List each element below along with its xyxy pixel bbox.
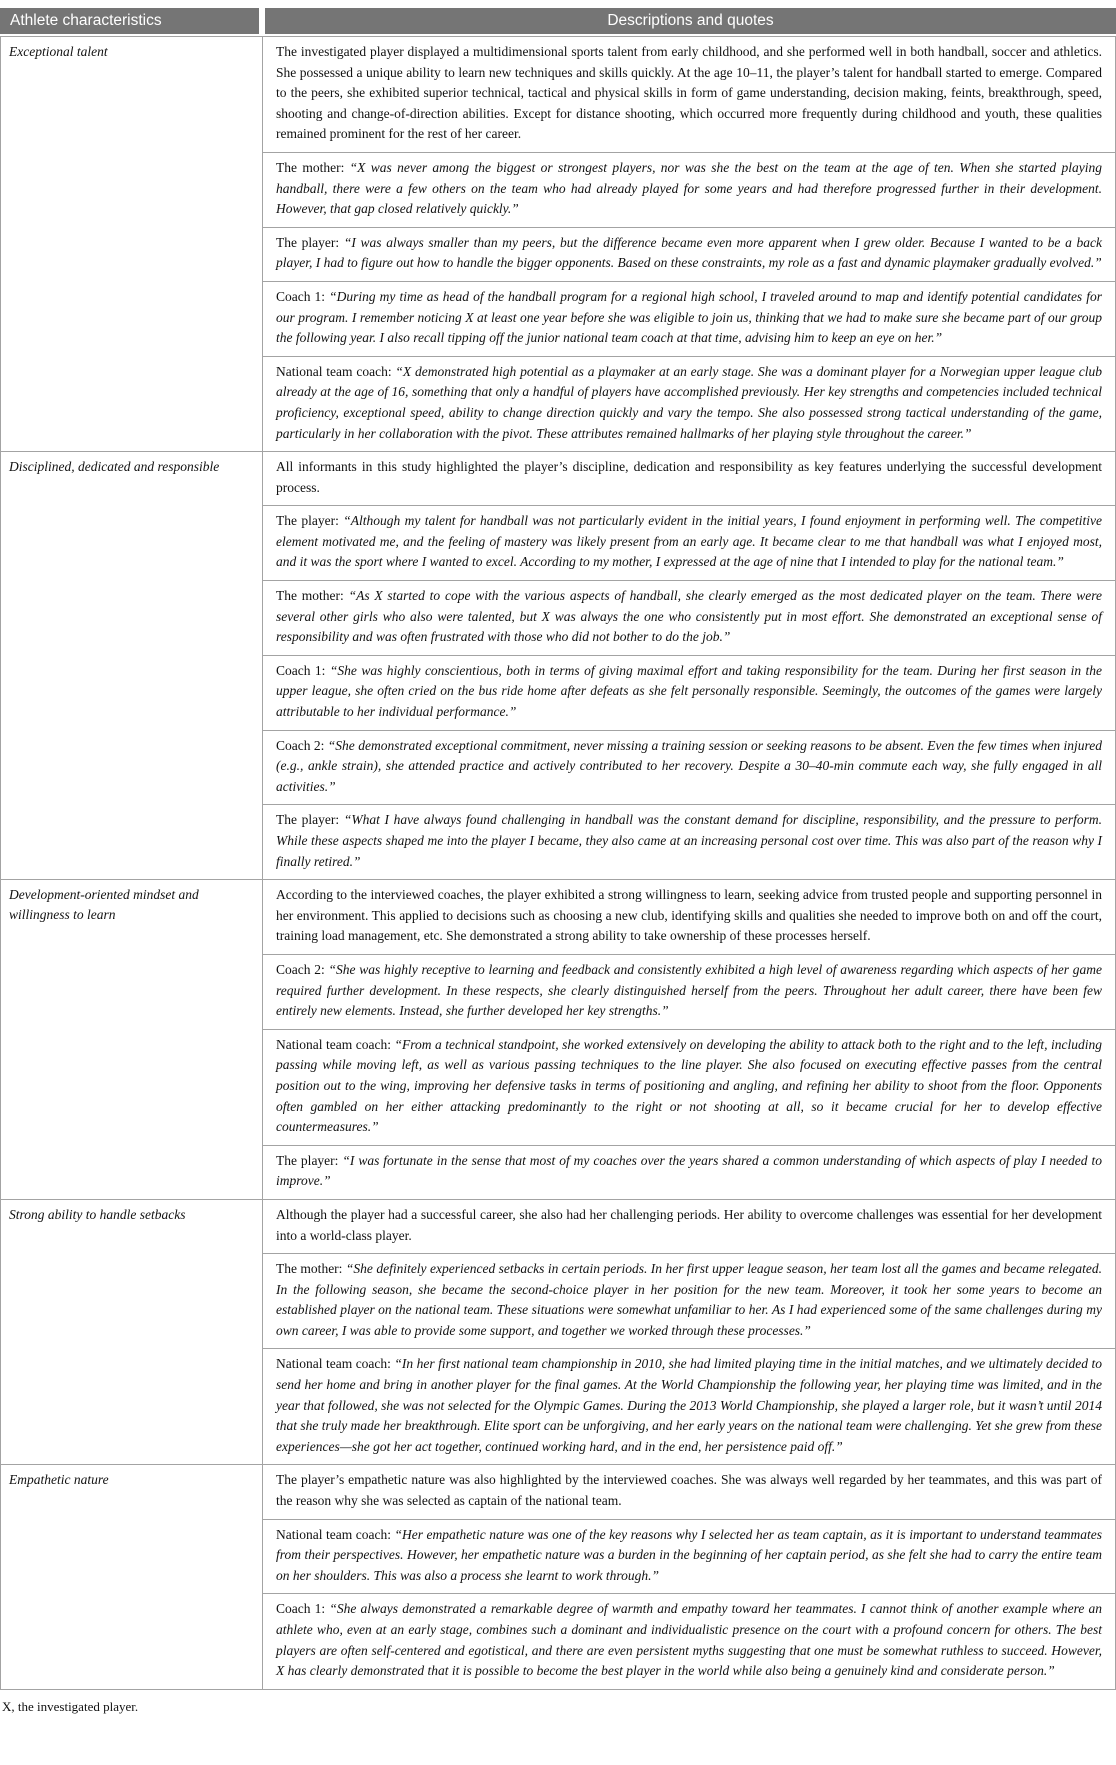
speaker-label: The mother: — [276, 588, 349, 604]
table-row-exceptional-talent — [0, 36, 1116, 451]
speaker-label: The player: — [276, 513, 344, 529]
quote-cell — [263, 506, 1115, 581]
quote-text: “She was highly receptive to learning and feedback and consistently exhibited a high level of awareness regarding which aspects of her game required further development. In these respects, she clearly distinguished herself from the peers. Throughout her adult career, there have been few entirely new elements. Instead, she further developed her key strengths.” — [276, 961, 1102, 1019]
speaker-label: The mother: — [276, 1261, 346, 1277]
speaker-label: National team coach: — [276, 1356, 395, 1372]
quote-cell — [263, 656, 1115, 731]
description-cell — [263, 880, 1115, 955]
quote-cell — [263, 282, 1115, 357]
quote-cell — [263, 1520, 1115, 1595]
description-cell — [263, 1465, 1115, 1519]
description-cell — [263, 1200, 1115, 1254]
table-row-handle-setbacks — [0, 1199, 1116, 1465]
characteristic-label: Disciplined, dedicated and responsible — [1, 452, 263, 879]
quote-text: “Her empathetic nature was one of the key reasons why I selected her as team captain, as it is important to understand teammates from their perspectives. However, her empathetic nature was a burden in the beginning of her captain period, as she felt she had to carry the entire team on her shoulders. This was also a process she learnt to work through.” — [276, 1526, 1102, 1583]
quote-cell — [263, 1594, 1115, 1688]
quote-text: “She always demonstrated a remarkable degree of warmth and empathy toward her teammates. I cannot think of another example where an athlete who, even at an early stage, combines such a dominant and individualistic presence on the court with a profound concern for others. The best players are often self-centered and egotistical, and there are even persistent myths suggesting that one must be somewhat ruthless to succeed. However, X has clearly demonstrated that it is possible to become the best player in the world while also being a genuinely kind and considerate person.” — [276, 1601, 1102, 1679]
description-text: The investigated player displayed a multidimensional sports talent from early childhood, and she performed well in both handball, soccer and athletics. She possessed a unique ability to learn new techniques and skills quickly. At the age 10–11, the player’s talent for handball started to emerge. Compared to the peers, she exhibited superior technical, tactical and physical skills in form of game understanding, decision making, feints, breakthrough, speed, shooting and change-of-direction abilities. Except for distance shooting, which occurred more frequently during childhood and youth, these qualities remained prominent for the rest of her career. — [276, 44, 1102, 142]
description-column — [263, 452, 1115, 879]
quote-text: “From a technical standpoint, she worked extensively on developing the ability to attack both to the right and to the left, including passing while moving left, as well as various passing techniques to the line player. She also focused on executing effective passes from the central position out to the wing, improving her defensive tasks in terms of positioning and angling, and refining her ability to shoot from the floor. Opponents often gambled on her either attacking predominantly to the right or not shooting at all, so it became crucial for her to develop effective countermeasures.” — [276, 1036, 1102, 1135]
quote-cell — [263, 955, 1115, 1030]
table-body — [0, 36, 1116, 1690]
quote-cell — [263, 1254, 1115, 1349]
speaker-label: Coach 2: — [276, 737, 328, 753]
quote-text: “X demonstrated high potential as a playmaker at an early stage. She was a dominant player for a Norwegian upper league club already at the age of 16, something that only a handful of players have accomplished previously. Her key strengths and competencies included technical proficiency, exceptional speed, ability to change direction quickly and vary the tempo. She also possessed strong tactical understanding of the game, particularly in her collaboration with the pivot. These attributes remained hallmarks of her playing style throughout the career.” — [276, 363, 1102, 441]
table-row-disciplined — [0, 451, 1116, 879]
quote-text: “I was fortunate in the sense that most of my coaches over the years shared a common understanding of which aspects of play I needed to improve.” — [276, 1152, 1102, 1189]
description-column — [263, 37, 1115, 451]
quote-text: “I was always smaller than my peers, but the difference became even more apparent when I grew older. Because I wanted to be a back player, I had to figure out how to handle the bigger opponents. Based on these constraints, my role as a fast and dynamic playmaker gradually evolved.” — [276, 234, 1102, 271]
speaker-label: National team coach: — [276, 1036, 395, 1052]
quote-text: “X was never among the biggest or strongest players, nor was she the best on the team at the age of ten. When she started playing handball, there were a few others on the team who had already played for some years and had therefore progressed further in their development. However, that gap closed relatively quickly.” — [276, 159, 1102, 217]
quote-cell — [263, 581, 1115, 656]
quote-text: “What I have always found challenging in handball was the constant demand for discipline, responsibility, and the pressure to perform. While these aspects shaped me into the player I became, they also came at an increasing personal cost over time. This was also part of the reason why I finally retired.” — [276, 812, 1102, 869]
speaker-label: The player: — [276, 812, 344, 828]
description-column — [263, 1200, 1115, 1465]
quote-text: “In her first national team championship in 2010, she had limited playing time in the initial matches, and we ultimately decided to send her home and bring in another player for the final games. At the World Championship the following year, her playing time was limited, and in the year that followed, she was not selected for the Olympic Games. During the 2013 World Championship, she played a larger role, but it wasn’t until 2014 that she truly made her breakthrough. Elite sport can be unforgiving, and her early years on the national team were challenging. Yet she grew from these experiences—she got her act together, continued working hard, and in the end, her persistence paid off.” — [276, 1356, 1102, 1454]
description-text: According to the interviewed coaches, the player exhibited a strong willingness to learn, seeking advice from trusted people and supporting personnel in her environment. This applied to decisions such as choosing a new club, identifying skills and qualities she needed to improve both on and off the court, training load management, etc. She demonstrated a strong ability to take ownership of these processes herself. — [276, 887, 1102, 944]
quote-cell — [263, 228, 1115, 282]
quote-cell — [263, 1146, 1115, 1199]
speaker-label: The player: — [276, 234, 344, 250]
speaker-label: The mother: — [276, 159, 350, 175]
speaker-label: Coach 1: — [276, 662, 330, 678]
quote-cell — [263, 153, 1115, 228]
speaker-label: Coach 2: — [276, 961, 329, 977]
quote-text: “Although my talent for handball was not particularly evident in the initial years, I found enjoyment in performing well. The competitive element motivated me, and the feeling of mastery was likely present from an early age. It became clear to me that handball was what I enjoyed most, and it was the sport where I wanted to excel. According to my mother, I expressed at the age of nine that I intended to play for the national team.” — [276, 513, 1102, 570]
description-cell — [263, 37, 1115, 153]
characteristics-column-header: Athlete characteristics — [0, 8, 259, 34]
table-header-row — [0, 8, 1116, 34]
description-text: All informants in this study highlighted the player’s discipline, dedication and responsibility as key features underlying the successful development process. — [276, 459, 1102, 495]
characteristic-label: Strong ability to handle setbacks — [1, 1200, 263, 1465]
speaker-label: Coach 1: — [276, 1601, 330, 1617]
quote-cell — [263, 731, 1115, 806]
quote-text: “She demonstrated exceptional commitment, never missing a training session or seeking reasons to be absent. Even the few times when injured (e.g., ankle strain), she attended practice and actively contributed to her recovery. Despite a 30–40-min commute each way, she fully engaged in all activities.” — [276, 737, 1102, 794]
table-row-empathetic-nature — [0, 1464, 1116, 1688]
description-text: Although the player had a successful career, she also had her challenging periods. Her ability to overcome challenges was essential for her development into a world-class player. — [276, 1206, 1102, 1243]
quote-text: “During my time as head of the handball program for a regional high school, I traveled around to map and identify potential candidates for our program. I remember noticing X at least one year before she was eligible to join us, thinking that we had to make sure she became part of our group the following year. I also recall tipping off the junior national team coach at that time, advising him to keep an eye on her.” — [276, 288, 1102, 346]
quote-text: “As X started to cope with the various aspects of handball, she clearly emerged as the most dedicated player on the team. There were several other girls who also were talented, but X was always the one who consistently put in most effort. She demonstrated an exceptional sense of responsibility and was often frustrated with those who did not bother to do the job.” — [276, 588, 1103, 645]
description-text: The player’s empathetic nature was also highlighted by the interviewed coaches. She was always well regarded by her teammates, and this was part of the reason why she was selected as captain of the national team. — [276, 1472, 1102, 1509]
description-column — [263, 880, 1115, 1199]
speaker-label: National team coach: — [276, 363, 396, 379]
quote-cell — [263, 357, 1115, 451]
footnote: X, the investigated player. — [2, 1698, 139, 1714]
quote-cell — [263, 1349, 1115, 1464]
quote-cell — [263, 805, 1115, 879]
characteristic-label: Empathetic nature — [1, 1465, 263, 1688]
speaker-label: The player: — [276, 1152, 343, 1168]
characteristic-label: Development-oriented mindset and willingness to learn — [1, 880, 263, 1199]
speaker-label: Coach 1: — [276, 288, 330, 304]
descriptions-column-header: Descriptions and quotes — [265, 8, 1116, 34]
characteristic-label: Exceptional talent — [1, 37, 263, 451]
table-row-development-mindset — [0, 879, 1116, 1199]
quote-text: “She definitely experienced setbacks in certain periods. In her first upper league season, her team lost all the games and became relegated. In the following season, she became the second-choice player in her position for the new team. Moreover, it took her some years to become an established player on the national team. These situations were somewhat unfamiliar to her. As I had experienced some of the same challenges during my own career, I was able to provide some support, and together we worked through these processes.” — [276, 1261, 1102, 1338]
quote-cell — [263, 1030, 1115, 1146]
quote-text: “She was highly conscientious, both in terms of giving maximal effort and taking responsibility for the team. During her first season in the upper league, she often cried on the bus ride home after defeats as she felt personally responsible. Seemingly, the outcomes of the games were largely attributable to her individual performance.” — [276, 662, 1102, 720]
description-column — [263, 1465, 1115, 1688]
speaker-label: National team coach: — [276, 1526, 395, 1542]
description-cell — [263, 452, 1115, 506]
